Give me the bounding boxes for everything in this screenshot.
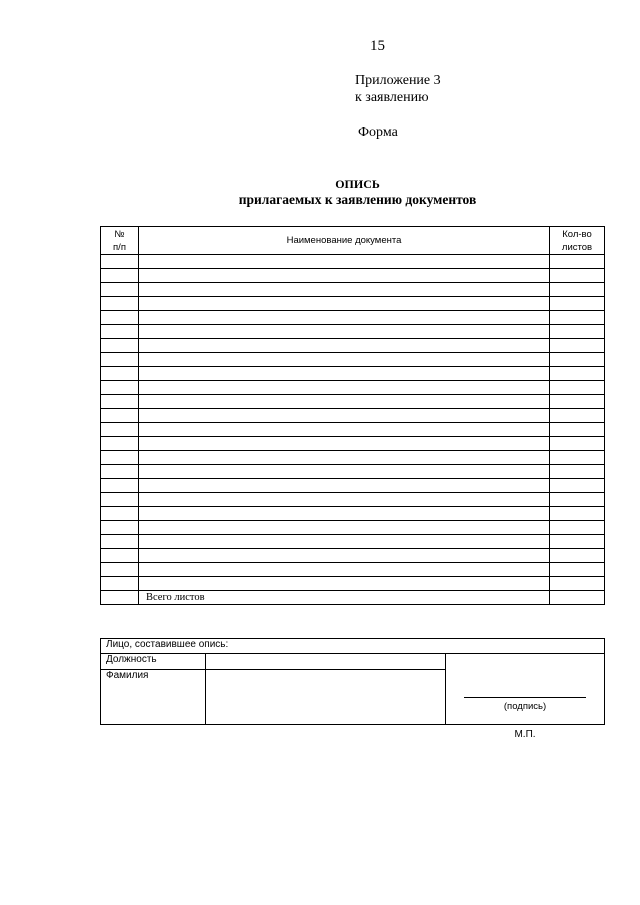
row-number-cell[interactable] [101,269,139,283]
row-sheet-count-cell[interactable] [550,283,605,297]
row-number-cell[interactable] [101,325,139,339]
table-row [101,479,605,493]
row-number-cell[interactable] [101,577,139,591]
signature-area [446,654,605,740]
row-sheet-count-cell[interactable] [550,451,605,465]
row-document-name-cell[interactable] [139,521,550,535]
row-sheet-count-cell[interactable] [550,563,605,577]
table-row [101,465,605,479]
row-document-name-cell[interactable] [139,269,550,283]
total-label: Всего листов [139,591,550,605]
row-number-cell[interactable] [101,465,139,479]
row-document-name-cell[interactable] [139,367,550,381]
row-number-cell[interactable] [101,423,139,437]
header-number-abbr: п/п [113,241,126,253]
table-row [101,325,605,339]
row-document-name-cell[interactable] [139,381,550,395]
row-document-name-cell[interactable] [139,339,550,353]
row-document-name-cell[interactable] [139,395,550,409]
row-sheet-count-cell[interactable] [550,367,605,381]
row-number-cell[interactable] [101,367,139,381]
appendix-reference [355,72,441,106]
row-sheet-count-cell[interactable] [550,423,605,437]
table-row [101,353,605,367]
header-count-line: Кол-во [562,228,592,240]
row-number-cell[interactable] [101,507,139,521]
row-document-name-cell[interactable] [139,479,550,493]
table-row [101,339,605,353]
table-row [101,451,605,465]
row-sheet-count-cell[interactable] [550,409,605,423]
row-sheet-count-cell[interactable] [550,395,605,409]
row-sheet-count-cell[interactable] [550,507,605,521]
row-number-cell[interactable] [101,563,139,577]
surname-field[interactable] [206,670,446,725]
title-subline: прилагаемых к заявлению документов [238,192,477,207]
position-field[interactable] [206,654,446,670]
row-number-cell[interactable] [101,297,139,311]
row-sheet-count-cell[interactable] [550,269,605,283]
row-document-name-cell[interactable] [139,297,550,311]
row-document-name-cell[interactable] [139,493,550,507]
row-document-name-cell[interactable] [139,437,550,451]
table-row [101,507,605,521]
table-row [101,395,605,409]
row-sheet-count-cell[interactable] [550,465,605,479]
row-sheet-count-cell[interactable] [550,311,605,325]
row-number-cell[interactable] [101,283,139,297]
appendix-line: Приложение 3 [355,73,441,88]
appendix-subline: к заявлению [355,90,429,105]
row-document-name-cell[interactable] [139,325,550,339]
surname-label: Фамилия [101,670,206,725]
row-number-cell[interactable] [101,451,139,465]
row-sheet-count-cell[interactable] [550,255,605,269]
row-document-name-cell[interactable] [139,465,550,479]
row-document-name-cell[interactable] [139,577,550,591]
row-document-name-cell[interactable] [139,283,550,297]
row-sheet-count-cell[interactable] [550,535,605,549]
row-sheet-count-cell[interactable] [550,325,605,339]
row-sheet-count-cell[interactable] [550,521,605,535]
table-row [101,283,605,297]
row-sheet-count-cell[interactable] [550,577,605,591]
row-sheet-count-cell[interactable] [550,437,605,451]
document-title [0,176,640,208]
row-number-cell[interactable] [101,493,139,507]
row-number-cell[interactable] [101,395,139,409]
compiled-by-row [101,639,605,654]
compiled-by-label: Лицо, составившее опись: [101,639,605,654]
signer-table [100,638,605,740]
row-number-cell[interactable] [101,549,139,563]
header-document-name: Наименование документа [139,227,550,255]
form-label: Форма [358,125,398,140]
total-number-cell[interactable] [101,591,139,605]
total-sheets-cell[interactable] [550,591,605,605]
header-number-symbol: № [114,228,125,240]
table-row [101,563,605,577]
row-sheet-count-cell[interactable] [550,339,605,353]
signature-line[interactable] [464,697,586,698]
row-number-cell[interactable] [101,535,139,549]
position-row [101,654,605,670]
header-number [101,227,139,255]
row-document-name-cell[interactable] [139,409,550,423]
row-document-name-cell[interactable] [139,353,550,367]
inventory-table [100,226,605,605]
header-count-subline: листов [561,241,593,253]
row-number-cell[interactable] [101,311,139,325]
row-document-name-cell[interactable] [139,549,550,563]
row-document-name-cell[interactable] [139,451,550,465]
row-document-name-cell[interactable] [139,311,550,325]
row-document-name-cell[interactable] [139,563,550,577]
table-row [101,535,605,549]
row-sheet-count-cell[interactable] [550,493,605,507]
row-sheet-count-cell[interactable] [550,381,605,395]
row-sheet-count-cell[interactable] [550,297,605,311]
row-number-cell[interactable] [101,381,139,395]
table-row [101,493,605,507]
table-row [101,521,605,535]
position-label: Должность [101,654,206,670]
row-number-cell[interactable] [101,339,139,353]
page-number: 15 [370,38,385,54]
table-row [101,409,605,423]
row-document-name-cell[interactable] [139,535,550,549]
row-document-name-cell[interactable] [139,507,550,521]
row-sheet-count-cell[interactable] [550,549,605,563]
signature-caption: (подпись) [503,701,547,712]
row-document-name-cell[interactable] [139,255,550,269]
row-sheet-count-cell[interactable] [550,353,605,367]
table-row [101,437,605,451]
table-row [101,367,605,381]
total-row [101,591,605,605]
table-row [101,381,605,395]
row-sheet-count-cell[interactable] [550,479,605,493]
table-row [101,255,605,269]
row-number-cell[interactable] [101,521,139,535]
table-row [101,269,605,283]
table-header-row [101,227,605,255]
row-number-cell[interactable] [101,409,139,423]
table-row [101,423,605,437]
table-row [101,297,605,311]
row-number-cell[interactable] [101,353,139,367]
row-number-cell[interactable] [101,437,139,451]
table-row [101,549,605,563]
title-line: ОПИСЬ [335,177,380,191]
stamp-label: М.П. [514,729,536,740]
row-number-cell[interactable] [101,255,139,269]
row-document-name-cell[interactable] [139,423,550,437]
header-sheet-count [550,227,605,255]
table-row [101,577,605,591]
row-number-cell[interactable] [101,479,139,493]
table-row [101,311,605,325]
